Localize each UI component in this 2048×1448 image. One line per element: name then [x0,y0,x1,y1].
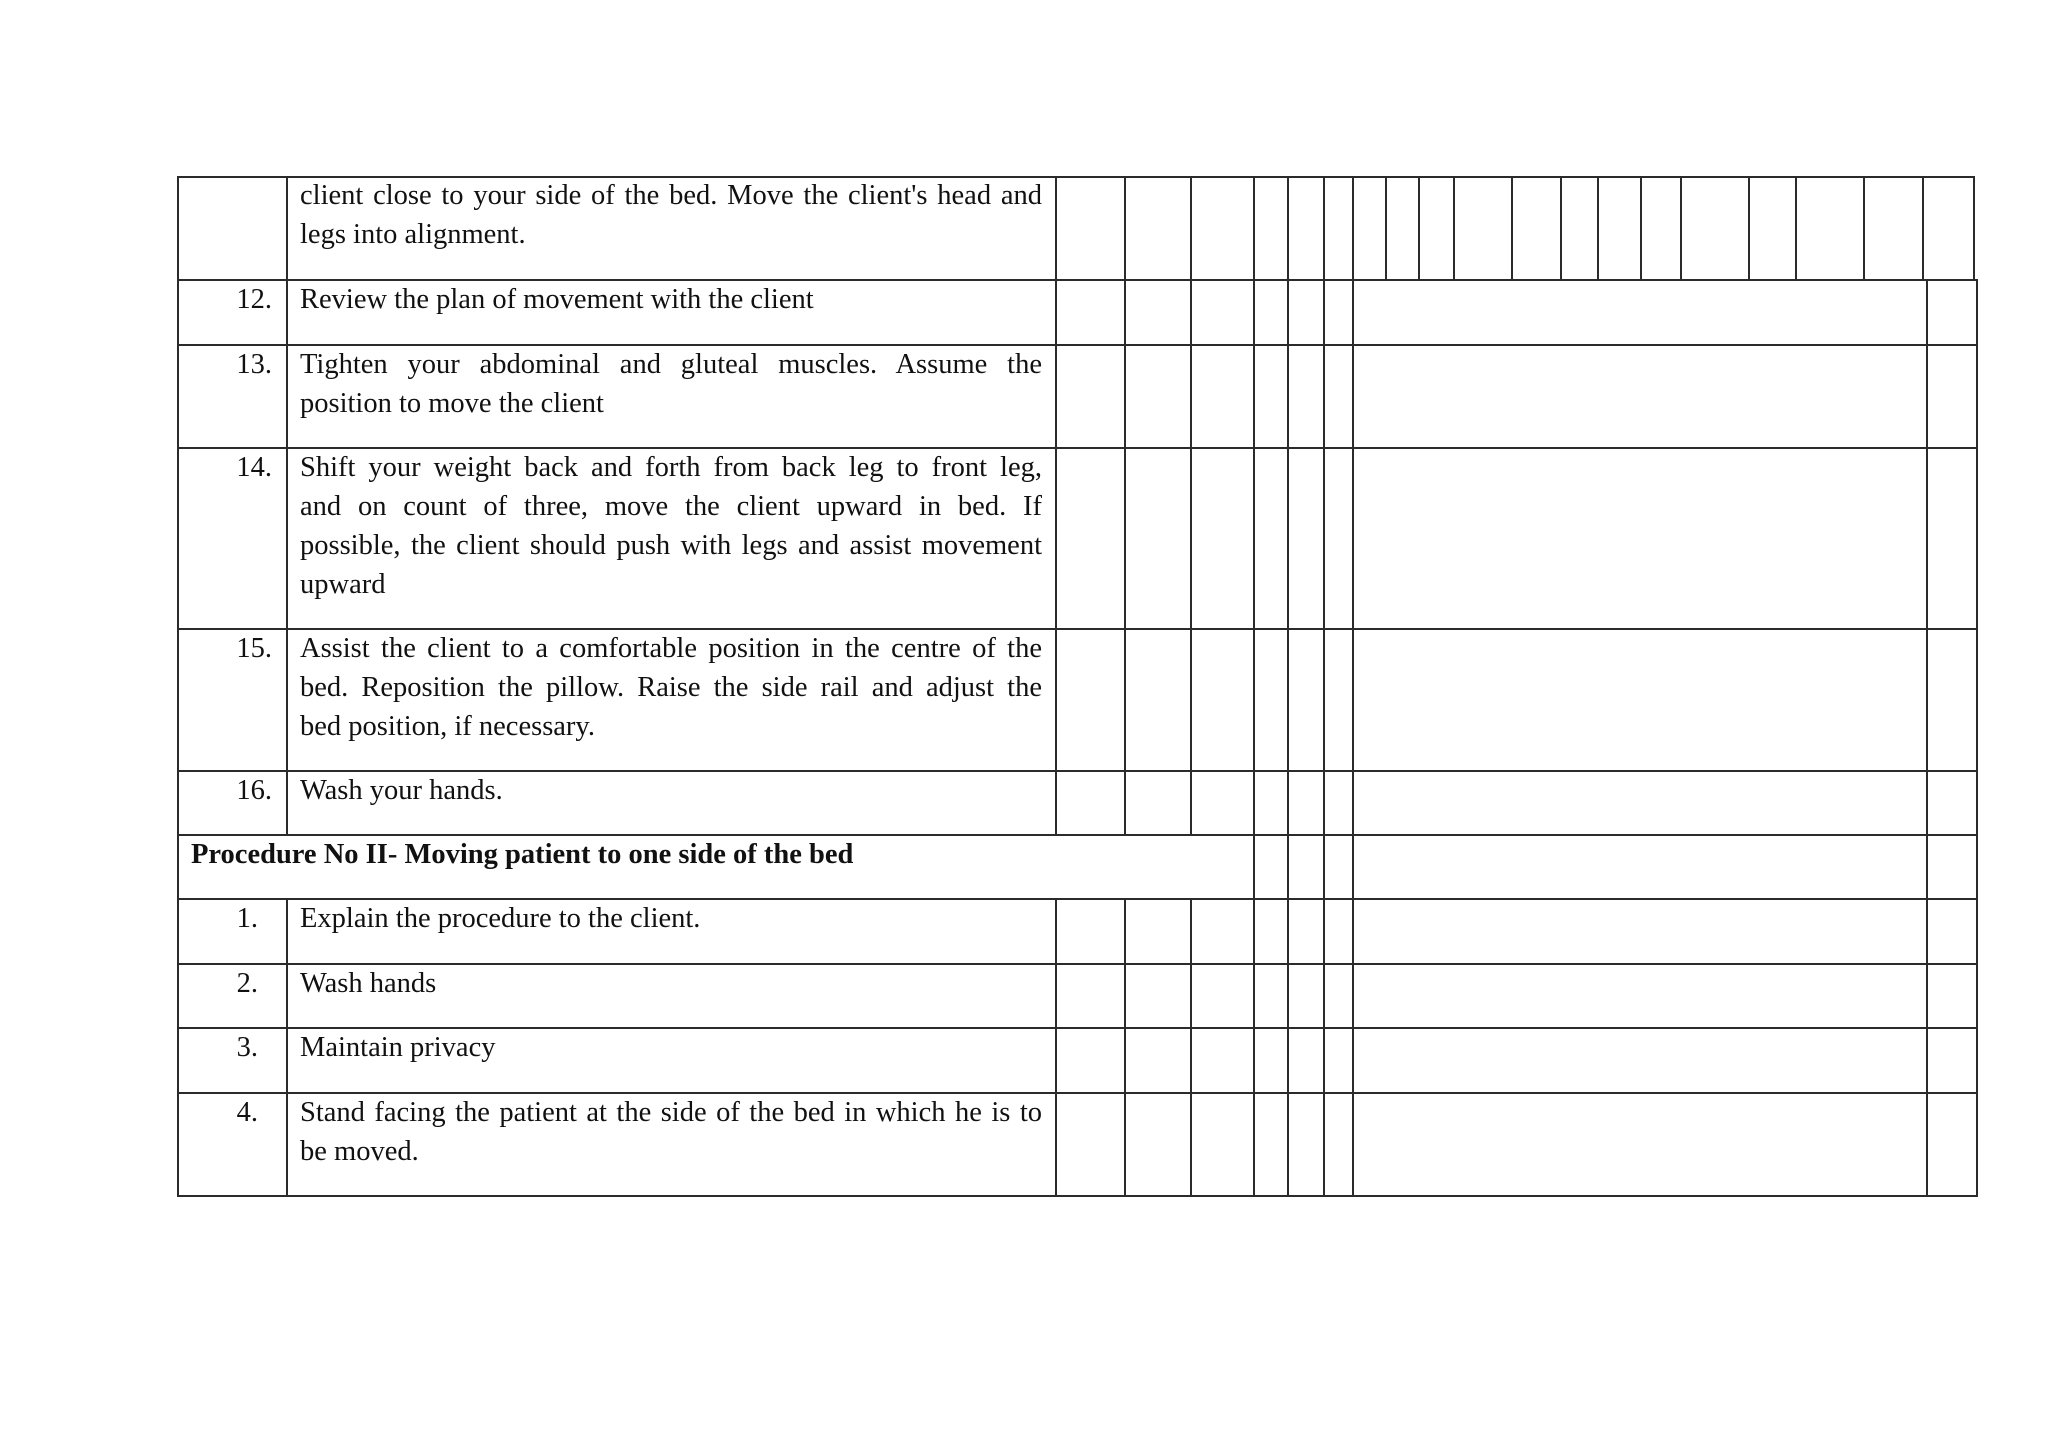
step-number: 4. [236,1097,258,1128]
grid-line [1748,176,1750,279]
step-number: 3. [236,1032,258,1063]
step-number: 15. [236,633,272,664]
grid-line [1560,176,1562,279]
text-line: position to move the client [300,388,604,419]
grid-line [177,628,1978,630]
grid-line [177,344,1978,346]
text-line: client close to your side of the bed. Move the client's head and [300,180,1042,211]
text-line: Stand facing the patient at the side of the bed in which he is to [300,1097,1042,1128]
grid-line [1640,176,1642,279]
grid-line [1352,176,1354,1197]
grid-line [1597,176,1599,279]
grid-line [177,834,1978,836]
text-line: upward [300,569,386,600]
grid-line [177,898,1978,900]
grid-line [177,1027,1978,1029]
grid-line [1976,279,1978,1197]
grid-line [177,176,1974,178]
grid-line [177,447,1978,449]
step-number: 1. [236,903,258,934]
grid-line [1055,898,1057,1197]
grid-line [1680,176,1682,279]
step-text: Maintain privacy [300,1032,496,1063]
step-number: 13. [236,349,272,380]
grid-line [177,176,179,1197]
grid-line [1323,176,1325,1197]
grid-line [177,770,1978,772]
grid-line [1926,279,1928,1197]
step-text: Wash your hands. [300,775,503,806]
step-text [300,1093,1042,1171]
grid-line [1055,176,1057,834]
grid-line [286,176,288,834]
text-line: be moved. [300,1136,419,1167]
step-number: 12. [236,284,272,315]
grid-line [177,1092,1978,1094]
text-line: bed position, if necessary. [300,711,595,742]
text-line: possible, the client should push with legs and assist movement [300,530,1042,561]
step-number: 14. [236,452,272,483]
step-text: Wash hands [300,968,437,999]
section-heading: Procedure No II- Moving patient to one side of the bed [191,839,854,870]
grid-line [1190,176,1192,834]
grid-line [1922,176,1924,279]
step-text: Review the plan of movement with the client [300,284,814,315]
grid-line [177,1195,1978,1197]
grid-line [1190,898,1192,1197]
step-text [300,345,1042,423]
grid-line [1973,176,1975,279]
text-line: Tighten your abdominal and gluteal muscles. Assume the [300,349,1042,380]
grid-line [177,279,1978,281]
text-line: Assist the client to a comfortable position in the centre of the [300,633,1042,664]
grid-line [1124,176,1126,834]
text-line: Shift your weight back and forth from back leg to front leg, [300,452,1042,483]
grid-line [1795,176,1797,279]
grid-line [1385,176,1387,279]
step-text [300,629,1042,746]
step-text [300,448,1042,604]
grid-line [177,963,1978,965]
grid-line [286,898,288,1197]
grid-line [1511,176,1513,279]
grid-line [1124,898,1126,1197]
grid-line [1287,176,1289,1197]
text-line: bed. Reposition the pillow. Raise the side rail and adjust the [300,672,1042,703]
step-number: 16. [236,775,272,806]
step-number: 2. [236,968,258,999]
grid-line [1863,176,1865,279]
grid-line [1453,176,1455,279]
grid-line [1418,176,1420,279]
continuation-text [300,176,1042,254]
text-line: legs into alignment. [300,219,526,250]
text-line: and on count of three, move the client upward in bed. If [300,491,1042,522]
grid-line [1253,176,1255,1197]
step-text: Explain the procedure to the client. [300,903,701,934]
